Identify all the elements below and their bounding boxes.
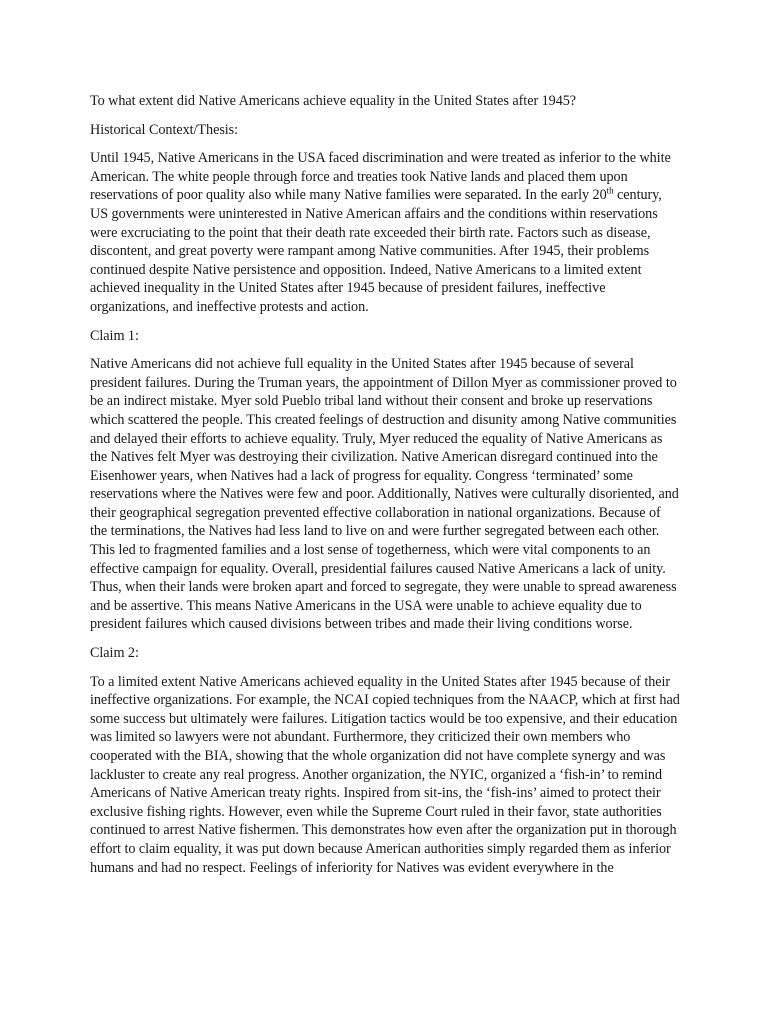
claim1-heading: Claim 1: bbox=[90, 327, 139, 344]
essay-question: To what extent did Native Americans achieve equality in the United States after 1945? bbox=[90, 93, 577, 109]
context-paragraph bbox=[90, 149, 680, 316]
context-superscript: th bbox=[606, 185, 614, 196]
document-body bbox=[90, 92, 680, 887]
context-heading: Historical Context/Thesis: bbox=[90, 121, 239, 138]
claim2-paragraph: To a limited extent Native Americans achieved equality in the United States after 1945 because of their ineffective organizations. For example, the NCAI copied techniques from the NAACP, which at first had some success but ultimately were failures. Litigation tactics would be too expensive, and their education was limited so lawyers were not abundant. Furthermore, they criticized their own members who cooperated with the BIA, showing that the whole organization did not have complete synergy and was lackluster to create any real progress. Another organization, the NYIC, organized a ‘fish-in’ to remind Americans of Native American treaty rights. Inspired from sit-ins, the ‘fish-ins’ aimed to protect their exclusive fishing rights. However, even while the Supreme Court ruled in their favor, state authorities continued to arrest Native fishermen. This demonstrates how even after the organization put in thorough effort to claim equality, it was put down because American authorities simply regarded them as inferior humans and had no respect. Feelings of inferiority for Natives was evident everywhere in the bbox=[90, 673, 680, 876]
claim2-heading: Claim 2: bbox=[90, 645, 139, 662]
context-text-part2: century, US governments were uninterested in Native American affairs and the conditions within reservations were excruciating to the point that their death rate exceeded their birth rate. Factors such as disease, discontent, and great poverty were rampant among Native communities. After 1945, their problems continued despite Native persistence and opposition. Indeed, Native Americans to a limited extent achieved inequality in the United States after 1945 because of president failures, ineffective organizations, and ineffective protests and action. bbox=[90, 187, 662, 315]
claim1-paragraph: Native Americans did not achieve full equality in the United States after 1945 because of several president failures. During the Truman years, the appointment of Dillon Myer as commissioner proved to be an indirect mistake. Myer sold Pueblo tribal land without their consent and broke up reservations which scattered the people. This created feelings of destruction and disunity among Native communities and delayed their efforts to achieve equality. Truly, Myer reduced the equality of Native Americans as the Natives felt Myer was destroying their civilization. Native American disregard continued into the Eisenhower years, when Natives had a lack of progress for equality. Congress ‘terminated’ some reservations where the Natives were few and poor. Additionally, Natives were culturally disoriented, and their geographical segregation prevented effective collaboration in national organizations. Because of the terminations, the Natives had less land to live on and were further segregated between each other. This led to fragmented families and a lost sense of togetherness, which were vital components to an effective campaign for equality. Overall, presidential failures caused Native Americans a lack of unity. Thus, when their lands were broken apart and forced to segregate, they were unable to spread awareness and be assertive. This means Native Americans in the USA were unable to achieve equality due to president failures which caused divisions between tribes and made their living conditions worse. bbox=[90, 356, 679, 633]
context-text-part1: Until 1945, Native Americans in the USA faced discrimination and were treated as inferior to the white American. The white people through force and treaties took Native lands and placed them upon reservations of poor quality also while many Native families were separated. In the early 20 bbox=[90, 150, 671, 204]
